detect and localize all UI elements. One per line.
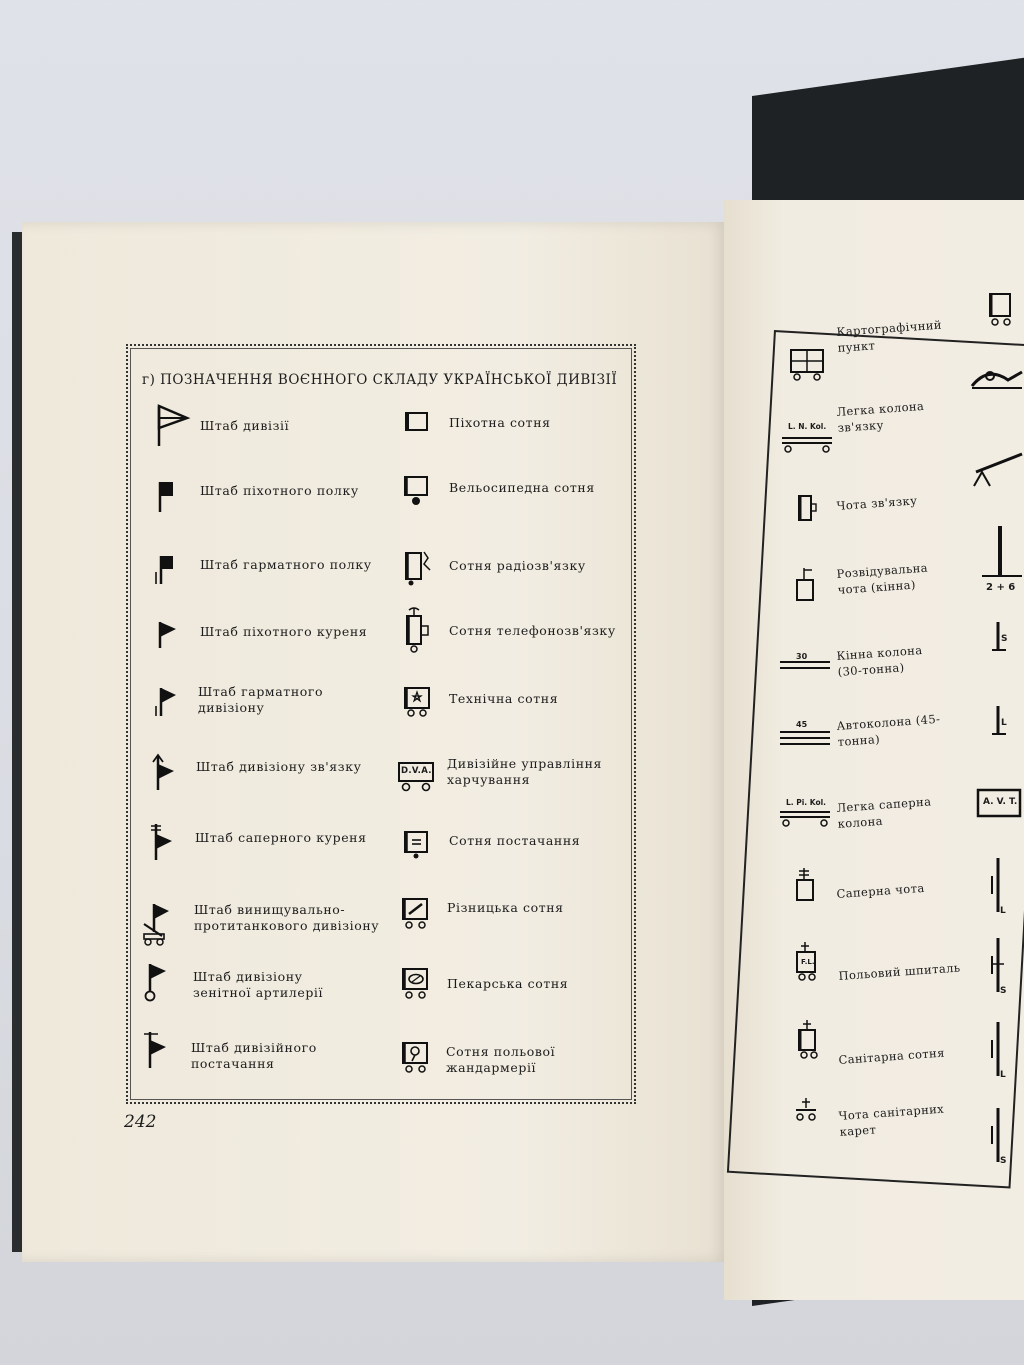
- hospital-badge: F.L.: [801, 958, 815, 966]
- edge-badge: S: [1000, 1156, 1007, 1166]
- sapper-platoon-icon: [794, 866, 818, 902]
- right-item-label: Різницька сотня: [447, 900, 564, 915]
- edge-badge: S: [1000, 986, 1007, 996]
- facing-item-label: Чота санітарних карет: [838, 1101, 945, 1139]
- edge-gun-icon: [970, 450, 1024, 490]
- division-hq-flag-icon: [155, 404, 191, 448]
- column-badge: L. N. Kol.: [788, 422, 827, 431]
- facing-item-label: Легка саперна колона: [836, 794, 932, 831]
- right-item-label: Пекарська сотня: [447, 976, 569, 991]
- supply-company-icon: [402, 830, 432, 860]
- antitank-division-hq-flag-icon: [142, 902, 172, 946]
- page-number: 242: [124, 1112, 157, 1132]
- facing-item-label: Автоколона (45-тонна): [836, 711, 941, 749]
- signal-platoon-icon: [796, 490, 818, 526]
- edge-badge: L: [1001, 718, 1007, 728]
- supply-hq-flag-icon: [142, 1030, 170, 1070]
- facing-item-label: Чота зв'язку: [836, 493, 918, 513]
- edge-badge: L: [1000, 1070, 1006, 1080]
- field-gendarmerie-icon: [400, 1040, 432, 1074]
- bicycle-company-icon: [402, 474, 432, 506]
- infantry-battalion-hq-flag-icon: [157, 620, 179, 650]
- left-item-label: Штаб дивізійного постачання: [191, 1040, 317, 1071]
- right-item-label: Сотня польової жандармерії: [446, 1044, 556, 1075]
- edge-badge: L: [1000, 906, 1006, 916]
- recon-platoon-icon: [794, 566, 818, 604]
- cartographic-point-icon: [788, 346, 828, 382]
- left-item-label: Штаб дивізіону зенітної артилерії: [193, 969, 324, 1000]
- left-item-label: Штаб піхотного куреня: [200, 624, 368, 639]
- ambulance-platoon-icon: [794, 1096, 820, 1126]
- sapper-battalion-hq-flag-icon: [148, 822, 176, 862]
- left-item-label: Штаб дивізії: [200, 418, 290, 433]
- tonnage-badge: 45: [796, 720, 808, 729]
- tonnage-badge: 30: [796, 652, 808, 661]
- telephone-company-icon: [403, 606, 433, 654]
- edge-vehicle-icon: [968, 362, 1024, 396]
- medical-company-icon: [796, 1018, 822, 1060]
- facing-item-label: Картографічний пункт: [836, 317, 943, 355]
- bakery-company-icon: [400, 966, 432, 1000]
- edge-vehicle-icon: [986, 290, 1016, 330]
- facing-item-label: Саперна чота: [836, 880, 926, 901]
- light-sapper-column-icon: [778, 804, 832, 830]
- artillery-division-hq-flag-icon: [154, 686, 178, 718]
- left-item-label: Штаб гарматного дивізіону: [198, 684, 324, 715]
- edge-badge: 2 + 6: [986, 582, 1016, 593]
- right-item-label: Вельосипедна сотня: [449, 480, 595, 495]
- edge-post-icon: [980, 524, 1024, 588]
- infantry-company-icon: [404, 410, 430, 434]
- butcher-company-icon: [400, 896, 432, 930]
- right-item-label: Дивізійне управління харчування: [447, 756, 603, 787]
- left-item-label: Штаб винищувально-протитанкового дивізіону: [194, 902, 380, 933]
- artillery-regiment-hq-flag-icon: [154, 554, 176, 586]
- signal-division-hq-flag-icon: [152, 752, 178, 792]
- facing-item-label: Санітарна сотня: [838, 1045, 946, 1067]
- right-item-label: Сотня радіозв'язку: [449, 558, 586, 573]
- right-item-label: Технічна сотня: [449, 691, 559, 706]
- column-badge: L. Pi. Kol.: [786, 798, 827, 807]
- facing-item-label: Кінна колона (30-тонна): [836, 642, 923, 679]
- technical-company-icon: [402, 686, 432, 718]
- left-item-label: Штаб дивізіону зв'язку: [196, 759, 362, 774]
- right-item-label: Піхотна сотня: [449, 415, 551, 430]
- right-item-label: Сотня постачання: [449, 833, 581, 848]
- facing-item-label: Легка колона зв'язку: [836, 398, 925, 435]
- radio-company-icon: [402, 548, 434, 586]
- left-item-label: Штаб піхотного полку: [200, 483, 359, 498]
- edge-badge: S: [1001, 634, 1008, 644]
- infantry-regiment-hq-flag-icon: [157, 480, 177, 514]
- left-item-label: Штаб гарматного полку: [200, 557, 372, 572]
- edge-badge: A. V. T.: [983, 797, 1018, 807]
- facing-item-label: Розвідувальна чота (кінна): [836, 560, 929, 597]
- left-item-label: Штаб саперного куреня: [195, 830, 367, 845]
- section-title: г) ПОЗНАЧЕННЯ ВОЄННОГО СКЛАДУ УКРАЇНСЬКОЇ ДИВІЗІЇ: [142, 372, 618, 388]
- dva-badge: D.V.A.: [401, 766, 432, 776]
- antiaircraft-division-hq-flag-icon: [144, 962, 170, 1002]
- facing-item-label: Польовий шпиталь: [838, 960, 961, 983]
- right-item-label: Сотня телефонозв'язку: [449, 623, 616, 638]
